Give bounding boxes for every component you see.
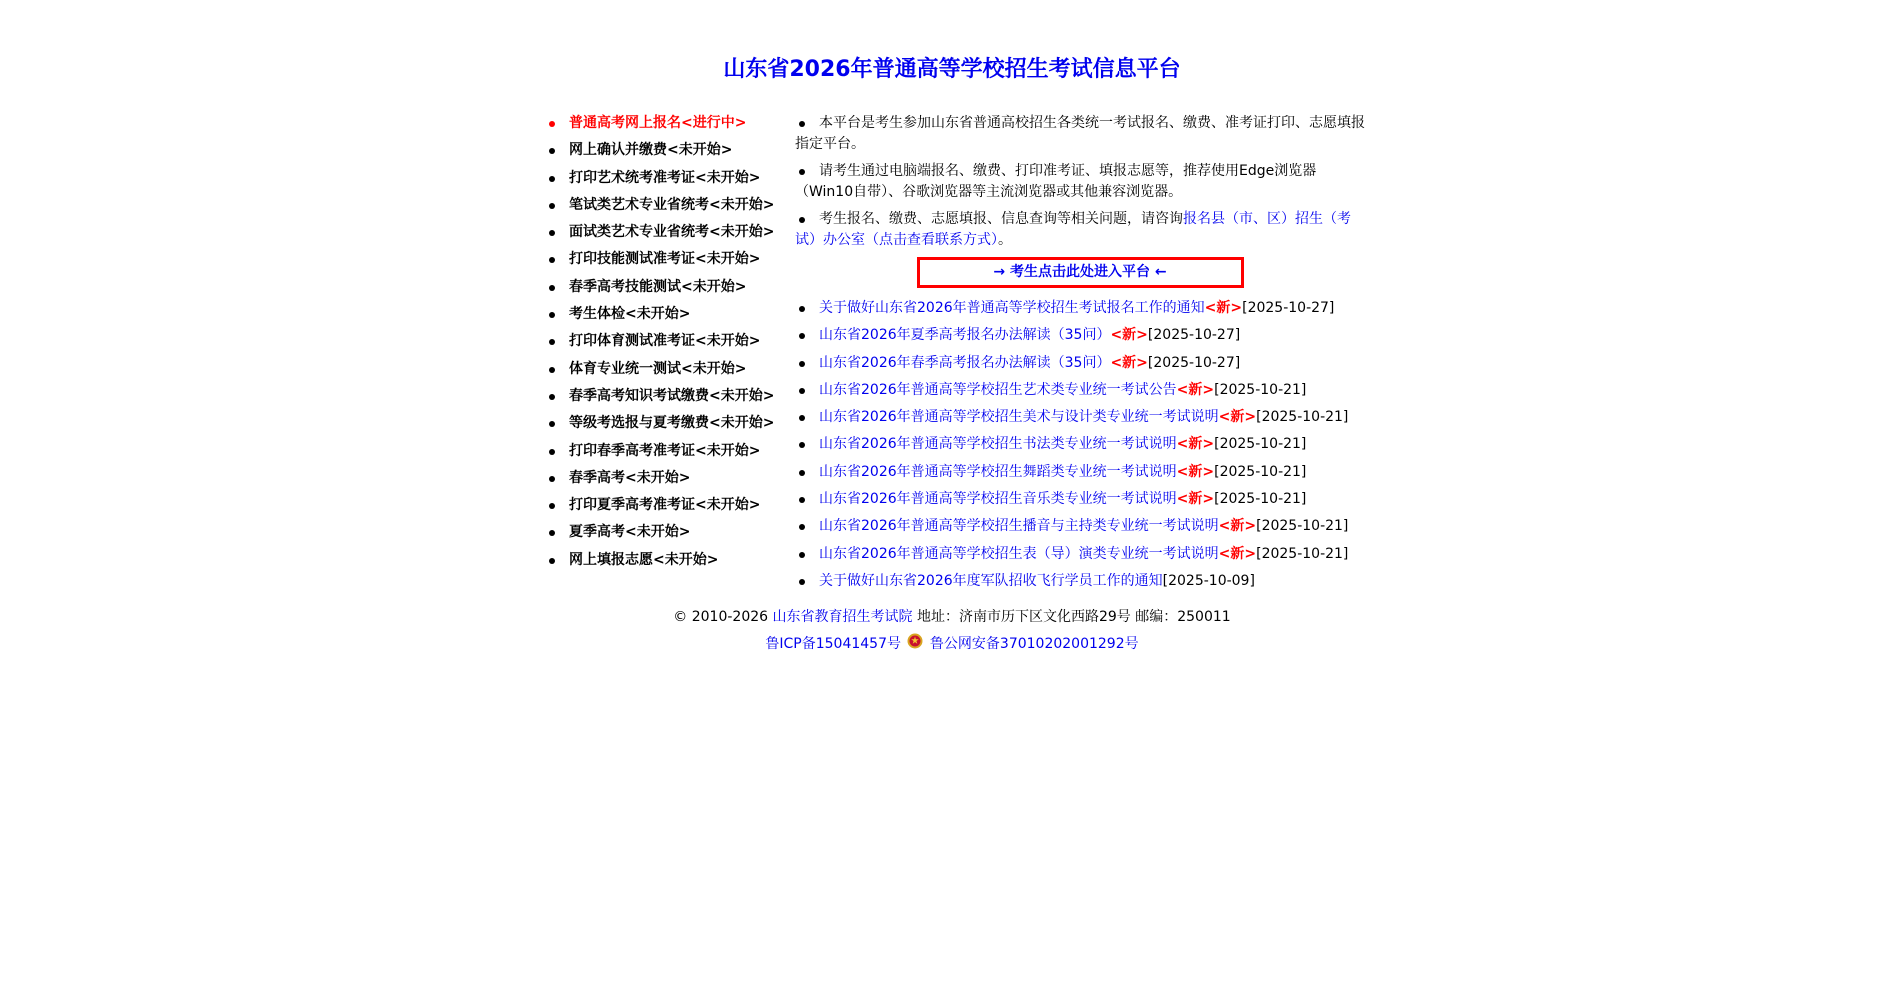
news-item (795, 407, 1367, 434)
new-badge: <新> (1218, 545, 1257, 562)
status-item-physical-exam[interactable]: 考生体检<未开始> (545, 304, 790, 331)
news-link[interactable]: 山东省2026年普通高等学校招生书法类专业统一考试说明 (819, 436, 1177, 453)
status-item-spring-skill-test[interactable]: 春季高考技能测试<未开始> (545, 277, 790, 304)
news-date: [2025-10-21] (1214, 436, 1307, 453)
status-item-print-skill-admission[interactable]: 打印技能测试准考证<未开始> (545, 249, 790, 276)
news-date: [2025-10-21] (1256, 518, 1349, 535)
news-date: [2025-10-27] (1147, 327, 1241, 344)
news-item (795, 489, 1367, 516)
copyright-text: © 2010-2026 (673, 609, 769, 625)
page-title: 山东省2026年普通高等学校招生考试信息平台 (723, 57, 1181, 82)
status-item-spring-knowledge-fee[interactable]: 春季高考知识考试缴费<未开始> (545, 386, 790, 413)
status-item-online-registration[interactable]: 普通高考网上报名<进行中> (545, 113, 790, 140)
news-date: [2025-10-21] (1256, 409, 1349, 426)
intro-item (795, 209, 1367, 250)
new-badge: <新> (1110, 354, 1148, 371)
status-item-summer-exam[interactable]: 夏季高考<未开始> (545, 522, 790, 549)
intro-item (795, 161, 1367, 202)
news-link[interactable]: 山东省2026年普通高等学校招生表（导）演类专业统一考试说明 (819, 545, 1219, 562)
news-item (795, 544, 1367, 571)
new-badge: <新> (1204, 300, 1243, 316)
news-date: [2025-10-27] (1242, 300, 1335, 316)
status-item-interview-art-exam[interactable]: 面试类艺术专业省统考<未开始> (545, 222, 790, 249)
status-item-written-art-exam[interactable]: 笔试类艺术专业省统考<未开始> (545, 195, 790, 222)
news-item (795, 434, 1367, 461)
new-badge: <新> (1176, 463, 1215, 480)
news-date: [2025-10-21] (1256, 545, 1349, 562)
news-link[interactable]: 山东省2026年春季高考报名办法解读（35问） (819, 354, 1111, 371)
news-item (795, 353, 1367, 380)
org-link[interactable]: 山东省教育招生考试院 (772, 609, 913, 625)
news-item (795, 571, 1367, 598)
intro-text: 本平台是考生参加山东省普通高校招生各类统一考试报名、缴费、准考证打印、志愿填报指定平台。 (795, 115, 1365, 152)
news-item (795, 462, 1367, 489)
news-link[interactable]: 山东省2026年普通高等学校招生美术与设计类专业统一考试说明 (819, 409, 1219, 426)
news-link[interactable]: 山东省2026年普通高等学校招生播音与主持类专业统一考试说明 (819, 518, 1219, 535)
news-date: [2025-10-21] (1214, 491, 1307, 508)
status-item-spring-exam[interactable]: 春季高考<未开始> (545, 468, 790, 495)
intro-text: 考生报名、缴费、志愿填报、信息查询等相关问题，请咨询 (819, 211, 1183, 227)
news-item (795, 325, 1367, 352)
news-item (795, 516, 1367, 543)
status-item-level-exam-summer-fee[interactable]: 等级考选报与夏考缴费<未开始> (545, 413, 790, 440)
news-item (795, 298, 1367, 325)
news-link[interactable]: 关于做好山东省2026年度军队招收飞行学员工作的通知 (819, 572, 1163, 589)
footer-copyright-line (0, 606, 1904, 626)
police-record-link[interactable]: 鲁公网安备37010202001292号 (929, 636, 1139, 652)
news-date: [2025-10-27] (1147, 354, 1241, 371)
new-badge: <新> (1218, 518, 1257, 535)
contact-office-link[interactable]: 报名县（市、区）招生（考试）办公室（点击查看联系方式） (795, 211, 1351, 248)
icp-link[interactable]: 鲁ICP备15041457号 (765, 636, 901, 652)
footer-registration-line (0, 633, 1904, 653)
status-item-pe-unified-test[interactable]: 体育专业统一测试<未开始> (545, 359, 790, 386)
news-link[interactable]: 山东省2026年夏季高考报名办法解读（35问） (819, 327, 1111, 344)
news-date: [2025-10-09] (1162, 572, 1255, 589)
main-content (795, 113, 1367, 598)
new-badge: <新> (1176, 381, 1215, 398)
news-date: [2025-10-21] (1214, 463, 1307, 480)
news-link[interactable]: 关于做好山东省2026年普通高等学校招生考试报名工作的通知 (819, 300, 1205, 316)
new-badge: <新> (1176, 491, 1215, 508)
process-status-list (545, 113, 790, 577)
police-badge-icon (907, 633, 923, 649)
enter-platform-button[interactable]: → 考生点击此处进入平台 ← (917, 257, 1244, 288)
intro-item (795, 113, 1367, 154)
status-item-print-art-admission[interactable]: 打印艺术统考准考证<未开始> (545, 168, 790, 195)
process-status-sidebar (545, 113, 790, 577)
news-link[interactable]: 山东省2026年普通高等学校招生艺术类专业统一考试公告 (819, 381, 1177, 398)
intro-text: 请考生通过电脑端报名、缴费、打印准考证、填报志愿等，推荐使用Edge浏览器（Win10自带）、谷歌浏览器等主流浏览器或其他兼容浏览器。 (795, 163, 1317, 200)
news-date: [2025-10-21] (1214, 381, 1307, 398)
address-text: 地址：济南市历下区文化西路29号 邮编：250011 (916, 609, 1231, 625)
status-item-print-spring-admission[interactable]: 打印春季高考准考证<未开始> (545, 441, 790, 468)
news-item (795, 380, 1367, 407)
new-badge: <新> (1218, 409, 1257, 426)
intro-text-end: 。 (998, 231, 1012, 248)
enter-button-wrap (795, 257, 1367, 288)
status-item-confirm-and-pay[interactable]: 网上确认并缴费<未开始> (545, 140, 790, 167)
news-link[interactable]: 山东省2026年普通高等学校招生舞蹈类专业统一考试说明 (819, 463, 1177, 480)
status-item-print-pe-admission[interactable]: 打印体育测试准考证<未开始> (545, 331, 790, 358)
status-item-volunteer-application[interactable]: 网上填报志愿<未开始> (545, 550, 790, 577)
new-badge: <新> (1110, 327, 1148, 344)
news-link[interactable]: 山东省2026年普通高等学校招生音乐类专业统一考试说明 (819, 491, 1177, 508)
new-badge: <新> (1176, 436, 1215, 453)
intro-list (795, 113, 1367, 250)
news-list (795, 298, 1367, 598)
status-item-print-summer-admission[interactable]: 打印夏季高考准考证<未开始> (545, 495, 790, 522)
